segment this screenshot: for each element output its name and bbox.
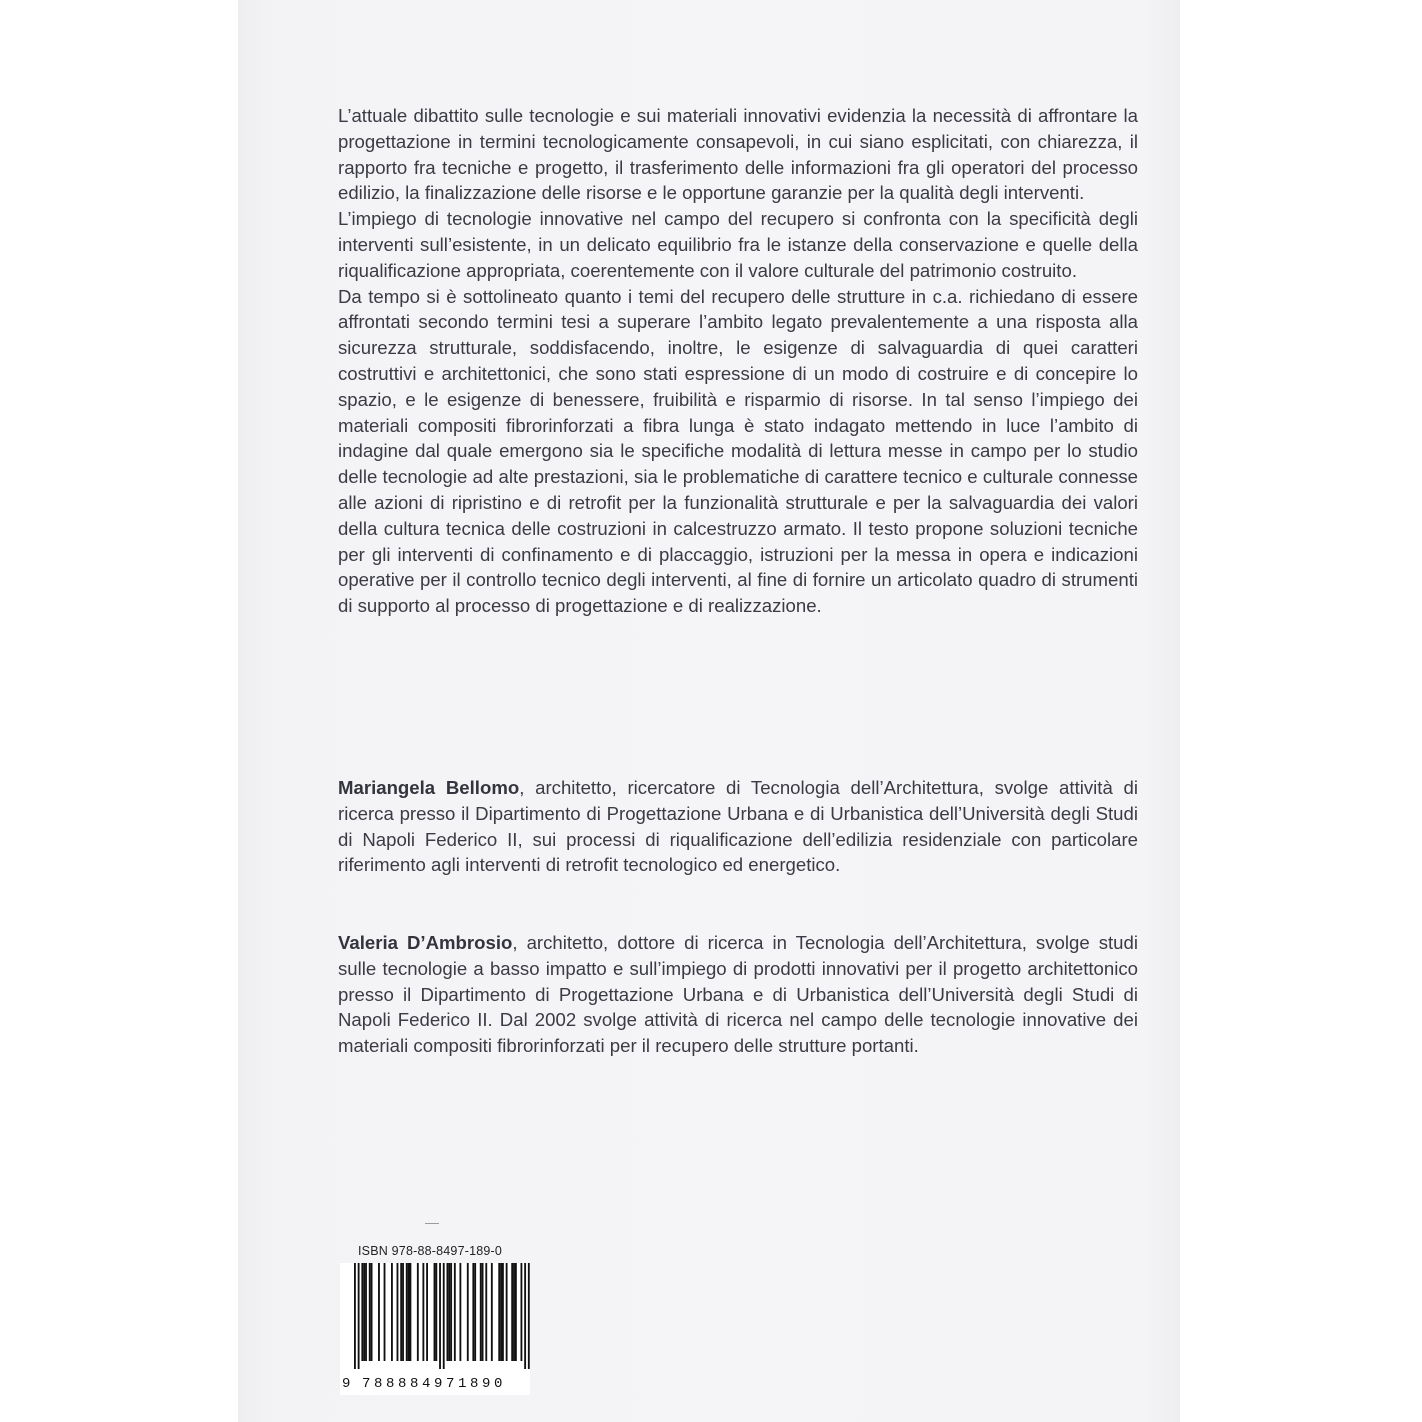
barcode-bar [472, 1263, 474, 1361]
barcode-bar [363, 1263, 365, 1361]
barcode-bar [506, 1263, 508, 1361]
barcode-bar [474, 1263, 476, 1361]
barcode-bar [426, 1263, 428, 1361]
barcode-bar [498, 1263, 500, 1361]
barcode-bar [361, 1263, 363, 1361]
barcode-bar [467, 1263, 469, 1361]
barcode-bar [521, 1263, 523, 1361]
barcode-bar [410, 1263, 412, 1361]
barcode-bar [439, 1263, 441, 1369]
barcode-bar [459, 1263, 461, 1361]
isbn-label: ISBN 978-88-8497-189-0 [358, 1244, 503, 1258]
barcode-bar [448, 1263, 450, 1361]
barcode-bar [485, 1263, 487, 1361]
barcode-bar [371, 1263, 373, 1361]
barcode-bar [435, 1263, 437, 1361]
barcode [340, 1263, 530, 1395]
author-bio-bellomo [338, 775, 1138, 878]
barcode-bar [408, 1263, 410, 1361]
barcode-bar [480, 1263, 482, 1361]
author-name: Valeria D’Ambrosio [338, 932, 513, 953]
barcode-bar [369, 1263, 371, 1361]
barcode-block [340, 1220, 540, 1395]
barcode-bar [417, 1263, 419, 1361]
author-name: Mariangela Bellomo [338, 777, 520, 798]
barcode-bar [450, 1263, 452, 1361]
author-bio-text: , architetto, ricercatore di Tecnologia dell’Architettura, svolge attività di ricerca presso il Dipartimento di Progettazione Urbana e di Urbanistica dell’Università degli Studi di Napoli Federico II, sui processi di riqualificazione dell’edilizia residenziale con particolare riferimento agli interventi di retrofit tecnologico ed energetico. [338, 777, 1138, 876]
author-bio-text: , architetto, dottore di ricerca in Tecnologia dell’Architettura, svolge studi sulle tecnologie a basso impatto e sull’impiego di prodotti innovativi per il progetto architettonico presso il Dipartimento di Progettazione Urbana e di Urbanistica dell’Università degli Studi di Napoli Federico II. Dal 2002 svolge attività di ricerca nel campo delle tecnologie innovative dei materiali compositi fibrorinforzati per il recupero delle strutture portanti. [338, 932, 1138, 1057]
barcode-bar [406, 1263, 408, 1361]
barcode-bar [524, 1263, 526, 1369]
barcode-bar [397, 1263, 399, 1361]
barcode-bar [491, 1263, 493, 1361]
description [338, 103, 1138, 619]
description-paragraph-1: L’attuale dibattito sulle tecnologie e sui materiali innovativi evidenzia la necessità di affrontare la progettazione in termini tecnologicamente consapevoli, in cui siano esplicitati, con chiarezza, il rapporto fra tecniche e progetto, il trasferimento delle informazioni fra gli operatori del processo edilizio, la finalizzazione delle risorse e le opportune garanzie per la qualità degli interventi. [338, 105, 1138, 204]
barcode-bar [515, 1263, 517, 1361]
description-paragraph-2: L’impiego di tecnologie innovative nel campo del recupero si confronta con la specificità degli interventi sull’esistente, in un delicato equilibrio fra le istanze della conservazione e quelle della riqualificazione appropriata, coerentemente con il valore culturale del patrimonio costruito. [338, 208, 1138, 281]
ean-first-digit: 9 [342, 1376, 351, 1392]
barcode-bar [482, 1263, 484, 1361]
ean-digits: 788884971890 [362, 1376, 507, 1392]
barcode-bar [391, 1263, 393, 1361]
barcode-bar [358, 1263, 360, 1369]
barcode-bar [443, 1263, 445, 1369]
barcode-bar [378, 1263, 380, 1361]
barcode-bars [340, 1263, 530, 1375]
description-paragraph-3: Da tempo si è sottolineato quanto i temi del recupero delle strutture in c.a. richiedano di essere affrontati secondo termini tesi a superare l’ambito legato prevalentemente a una risposta alla sicurezza strutturale, soddisfacendo, inoltre, le esigenze di salvaguardia di quei caratteri costruttivi e architettonici, che sono stati espressione di un modo di costruire e di concepire lo spazio, e le esigenze di benessere, fruibilità e risparmio di risorse. In tal senso l’impiego dei materiali compositi fibrorinforzati a fibra lunga è stato indagato mettendo in luce l’ambito di indagine dal quale emergono sia le specifiche modalità di lettura messe in campo per lo studio delle tecnologie ad alte prestazioni, sia le problematiche di carattere tecnico e culturale connesse alle azioni di ripristino e di retrofit per la funzionalità strutturale e per la salvaguardia dei valori della cultura tecnica delle costruzioni in calcestruzzo armato. Il testo propone soluzioni tecniche per gli interventi di confinamento e di placcaggio, istruzioni per la messa in opera e indicazioni operative per il controllo tecnico degli interventi, al fine di fornire un articolato quadro di strumenti di supporto al processo di progettazione e di realizzazione. [338, 285, 1138, 617]
barcode-bar [384, 1263, 386, 1361]
barcode-bar [528, 1263, 530, 1369]
barcode-bar [402, 1263, 404, 1361]
barcode-bar [400, 1263, 402, 1361]
barcode-bar [447, 1263, 449, 1361]
barcode-bar [454, 1263, 456, 1361]
barcode-bar [500, 1263, 502, 1361]
barcode-bar [365, 1263, 367, 1361]
barcode-bar [502, 1263, 504, 1361]
barcode-bar [354, 1263, 356, 1369]
barcode-bar [434, 1263, 436, 1361]
barcode-bar [511, 1263, 513, 1361]
barcode-bar [513, 1263, 515, 1361]
author-bio-dambrosio [338, 930, 1138, 1059]
barcode-bar [422, 1263, 424, 1361]
